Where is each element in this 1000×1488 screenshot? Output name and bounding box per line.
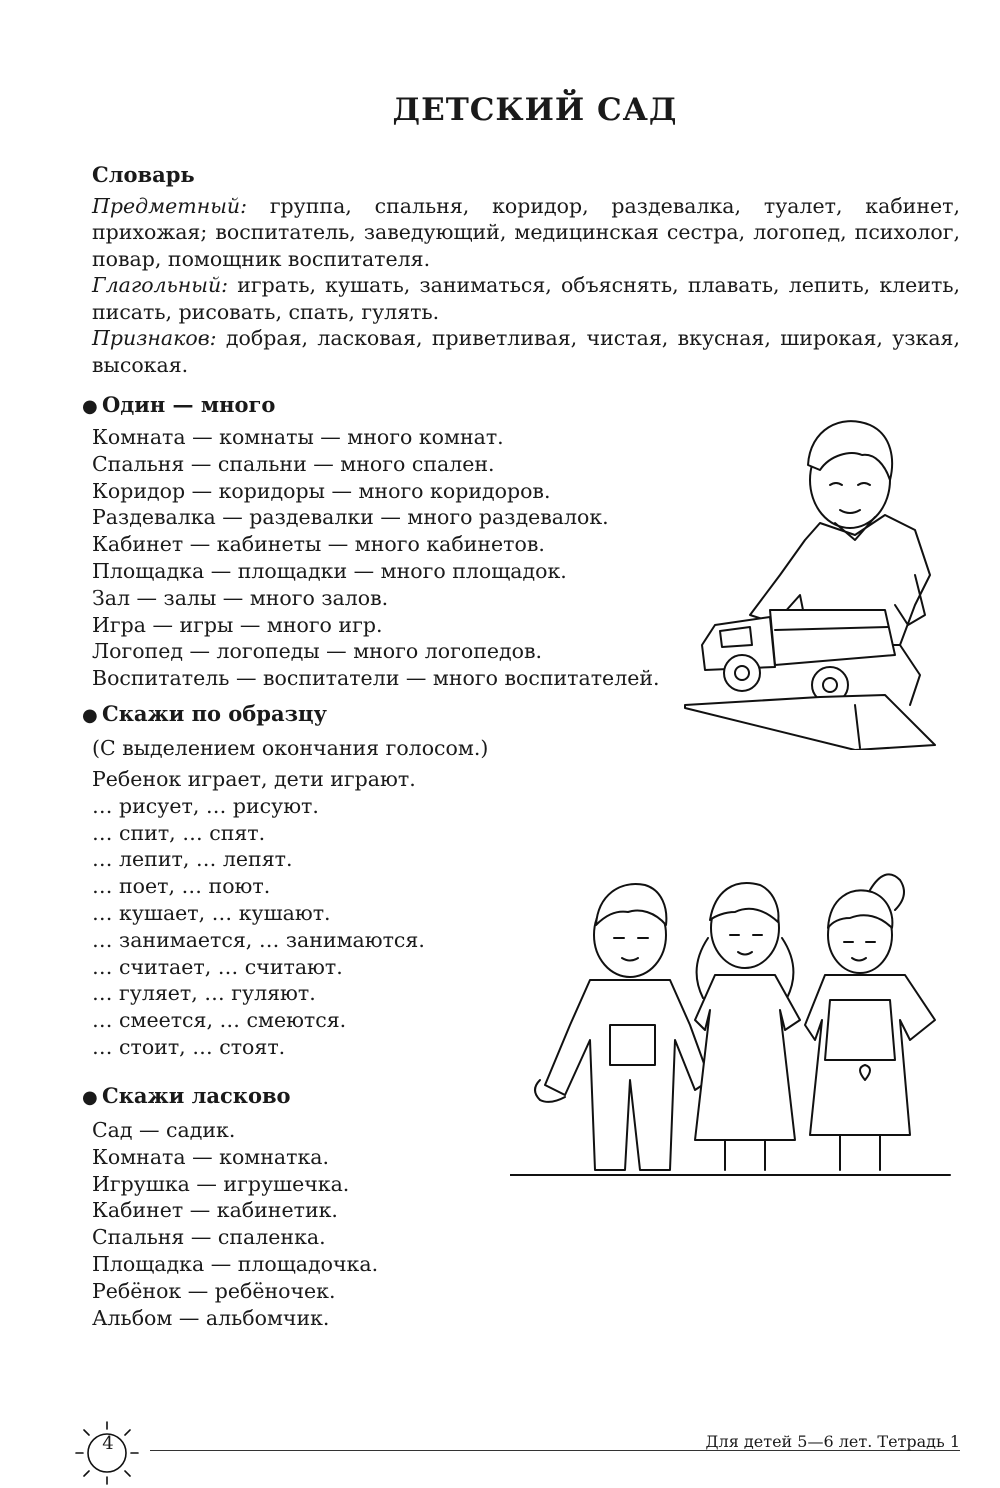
section-heading-say-affectionately [82,1083,291,1108]
list-item: … занимается, … занимаются. [92,927,425,952]
section-heading-text: Скажи ласково [102,1083,291,1108]
list-item: Комната — комнаты — много комнат. [92,425,504,449]
vocabulary-entry [92,193,960,273]
bullet-icon: ● [82,396,98,417]
vocabulary-block [92,162,960,378]
list-item: Игра — игры — много игр. [92,612,383,637]
section-one-many-list [92,424,660,692]
section-note: (С выделением окончания голосом.) [92,736,489,760]
vocabulary-text: играть, кушать, заниматься, объяснять, плавать, лепить, клеить, писать, рисовать, спать, гулять. [92,273,960,324]
boy-with-truck-illustration [680,405,960,750]
page-number: 4 [102,1433,114,1454]
bullet-icon: ● [82,705,98,726]
list-item: Ребёнок — ребёночек. [92,1278,336,1303]
three-children-illustration [510,850,955,1210]
list-item: Логопед — логопеды — много логопедов. [92,639,543,664]
list-item: Сад — садик. [92,1118,236,1142]
bullet-icon: ● [82,1087,98,1108]
vocabulary-entry [92,272,960,325]
list-item: Кабинет — кабинетик. [92,1198,338,1223]
list-item: … спит, … спят. [92,820,266,845]
section-say-by-example-list [92,766,425,1061]
truck-wheel [724,655,760,691]
boy-hair [808,421,892,480]
vocabulary-label: Признаков: [92,326,217,350]
section-heading-text: Скажи по образцу [102,701,327,726]
list-item: … кушает, … кушают. [92,900,331,925]
truck-bed [770,610,895,665]
list-item: … лепит, … лепят. [92,847,293,872]
list-item: Альбом — альбомчик. [92,1305,330,1330]
vocabulary-text: добрая, ласковая, приветливая, чистая, вкусная, широкая, узкая, высокая. [92,326,960,377]
page-title: ДЕТСКИЙ САД [392,92,678,128]
list-item: Комната — комнатка. [92,1144,330,1169]
list-item: … гуляет, … гуляют. [92,981,316,1006]
child-girl2-legs [840,1135,880,1170]
list-item: Кабинет — кабинеты — много кабинетов. [92,532,545,557]
section-heading-say-by-example [82,701,327,726]
vocabulary-heading: Словарь [92,162,195,187]
list-item: Коридор — коридоры — много коридоров. [92,478,551,503]
footer-caption: Для детей 5—6 лет. Тетрадь 1 [705,1432,960,1451]
list-item: … стоит, … стоят. [92,1034,286,1059]
list-item: Спальня — спальни — много спален. [92,451,495,476]
list-item: Площадка — площадки — много площадок. [92,558,567,583]
boy-eyes [830,483,870,485]
vocabulary-entry [92,325,960,378]
vocabulary-label: Предметный: [92,193,248,218]
ramp [685,695,935,750]
list-item: … поет, … поют. [92,874,271,899]
list-item: … смеется, … смеются. [92,1008,347,1033]
list-item: Ребенок играет, дети играют. [92,767,416,791]
boy-mouth [840,510,860,513]
section-say-affectionately-list [92,1117,378,1331]
list-item: Площадка — площадочка. [92,1251,379,1276]
section-heading-text: Один — много [102,392,276,417]
vocabulary-text: группа, спальня, коридор, раздевалка, туалет, кабинет, прихожая; воспитатель, заведующий, медицинская сестра, логопед, психолог, повар, помощник воспитателя. [92,193,960,271]
child-boy-overalls [545,980,710,1170]
child-girl-dress [695,975,800,1140]
child-girl-legs [725,1140,765,1170]
list-item: … считает, … считают. [92,954,343,979]
list-item: Воспитатель — воспитатели — много воспитателей. [92,666,660,691]
list-item: Зал — залы — много залов. [92,585,389,610]
list-item: Раздевалка — раздевалки — много раздевалок. [92,505,609,530]
section-heading-one-many [82,392,275,417]
boy-leg [900,645,920,705]
list-item: … рисует, … рисуют. [92,793,319,818]
list-item: Спальня — спаленка. [92,1225,326,1250]
list-item: Игрушка — игрушечка. [92,1171,350,1196]
vocabulary-label: Глагольный: [92,273,229,297]
